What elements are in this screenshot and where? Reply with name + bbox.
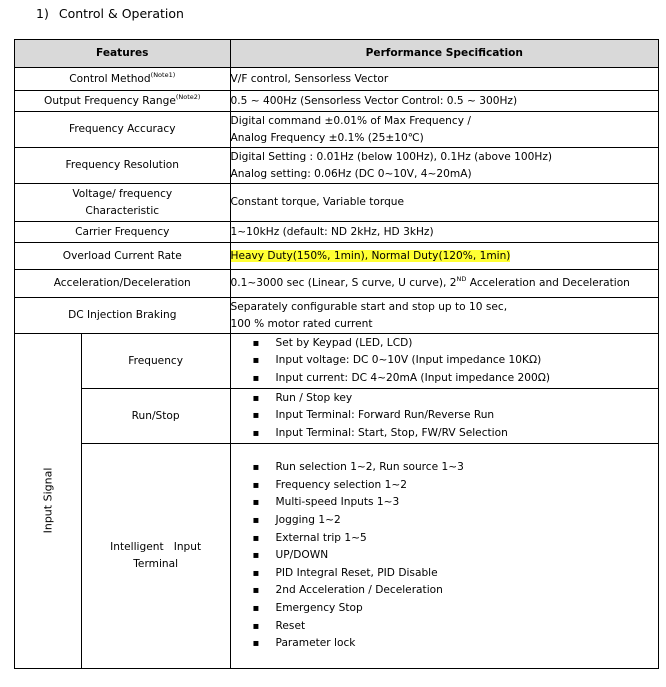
spec-line: Digital Setting : 0.01Hz (below 100Hz), 0.1Hz (above 100Hz) xyxy=(230,150,553,163)
spec-line: 100 % motor rated current xyxy=(230,317,373,330)
spec-cell: V/F control, Sensorless Vector xyxy=(230,68,658,91)
row-control-method xyxy=(15,68,659,91)
frequency-list xyxy=(231,335,658,388)
section-heading xyxy=(36,6,184,21)
performance-header: Performance Specification xyxy=(230,40,658,68)
subfeature-line: Intelligent Input xyxy=(110,541,202,553)
feature-cell xyxy=(15,184,231,222)
row-dc-injection-braking xyxy=(15,298,659,334)
spec-line: Analog Frequency ±0.1% (25±10℃) xyxy=(230,131,424,144)
feature-label: Control Method xyxy=(69,72,151,85)
row-carrier-frequency xyxy=(15,222,659,243)
row-input-frequency xyxy=(15,334,659,389)
row-input-intelligent-terminal xyxy=(15,444,659,669)
bullet-item: ▪ Input Terminal: Start, Stop, FW/RV Selection xyxy=(253,425,658,443)
bullet-item: ▪ Run selection 1~2, Run source 1~3 xyxy=(253,459,658,477)
spec-table xyxy=(14,39,659,669)
spec-cell xyxy=(230,243,658,270)
subfeature-cell: Run/Stop xyxy=(81,389,230,444)
row-acceleration-deceleration xyxy=(15,270,659,298)
row-frequency-resolution xyxy=(15,148,659,184)
feature-label: Output Frequency Range xyxy=(44,94,176,107)
feature-line: Characteristic xyxy=(85,204,160,217)
bullet-item: ▪ Input Terminal: Forward Run/Reverse Run xyxy=(253,407,658,425)
bullet-item: ▪ Input voltage: DC 0~10V (Input impedance 10KΩ) xyxy=(253,352,658,370)
bullet-item: ▪ Emergency Stop xyxy=(253,600,658,618)
bullet-item: ▪ PID Integral Reset, PID Disable xyxy=(253,565,658,583)
spec-text: Acceleration and Deceleration xyxy=(466,277,630,289)
feature-line: Voltage/ frequency xyxy=(72,187,173,200)
spec-line: Analog setting: 0.06Hz (DC 0~10V, 4~20mA) xyxy=(230,167,472,180)
spec-cell: 0.5 ~ 400Hz (Sensorless Vector Control: 0.5 ~ 300Hz) xyxy=(230,91,658,112)
row-frequency-accuracy xyxy=(15,112,659,148)
spec-cell xyxy=(230,444,658,669)
spec-cell xyxy=(230,112,658,148)
bullet-item: ▪ Parameter lock xyxy=(253,635,658,653)
ordinal-suffix: ND xyxy=(456,275,467,283)
feature-cell xyxy=(15,91,231,112)
row-input-run-stop xyxy=(15,389,659,444)
spec-cell: Constant torque, Variable torque xyxy=(230,184,658,222)
bullet-item: ▪ Run / Stop key xyxy=(253,390,658,408)
run-stop-list xyxy=(231,390,658,443)
bullet-item: ▪ UP/DOWN xyxy=(253,547,658,565)
spec-cell xyxy=(230,298,658,334)
bullet-item: ▪ Frequency selection 1~2 xyxy=(253,477,658,495)
input-signal-group-cell xyxy=(15,334,82,669)
bullet-item: ▪ Reset xyxy=(253,618,658,636)
spec-line: Digital command ±0.01% of Max Frequency / xyxy=(230,114,471,127)
section-title: Control & Operation xyxy=(58,6,184,21)
feature-cell: Overload Current Rate xyxy=(15,243,231,270)
spec-cell xyxy=(230,148,658,184)
spec-cell xyxy=(230,334,658,389)
header-row xyxy=(15,40,659,68)
spec-cell: 1~10kHz (default: ND 2kHz, HD 3kHz) xyxy=(230,222,658,243)
bullet-item: ▪ Multi-speed Inputs 1~3 xyxy=(253,494,658,512)
feature-cell: Frequency Resolution xyxy=(15,148,231,184)
spec-text: 0.1~3000 sec (Linear, S curve, U curve), 2 xyxy=(230,277,457,289)
spec-cell xyxy=(230,270,658,298)
note-mark: (Note2) xyxy=(175,92,201,101)
subfeature-line: Terminal xyxy=(133,558,179,570)
bullet-item: ▪ Jogging 1~2 xyxy=(253,512,658,530)
note-mark: (Note1) xyxy=(150,70,176,79)
input-signal-label: Input Signal xyxy=(41,467,55,534)
row-output-frequency-range xyxy=(15,91,659,112)
subfeature-cell: Frequency xyxy=(81,334,230,389)
row-overload-current-rate xyxy=(15,243,659,270)
bullet-item: ▪ External trip 1~5 xyxy=(253,530,658,548)
bullet-item: ▪ Set by Keypad (LED, LCD) xyxy=(253,335,658,353)
highlighted-spec: Heavy Duty(150%, 1min), Normal Duty(120%, 1min) xyxy=(230,249,511,262)
feature-cell: Acceleration/Deceleration xyxy=(15,270,231,298)
bullet-item: ▪ Input current: DC 4~20mA (Input impedance 200Ω) xyxy=(253,370,658,388)
feature-cell: DC Injection Braking xyxy=(15,298,231,334)
intelligent-terminal-list xyxy=(231,459,658,653)
subfeature-cell xyxy=(81,444,230,669)
feature-cell xyxy=(15,68,231,91)
row-voltage-frequency xyxy=(15,184,659,222)
section-number: 1) xyxy=(36,6,49,21)
spec-cell xyxy=(230,389,658,444)
feature-cell: Carrier Frequency xyxy=(15,222,231,243)
features-header: Features xyxy=(15,40,231,68)
spec-line: Separately configurable start and stop up to 10 sec, xyxy=(230,300,508,313)
feature-cell: Frequency Accuracy xyxy=(15,112,231,148)
bullet-item: ▪ 2nd Acceleration / Deceleration xyxy=(253,582,658,600)
